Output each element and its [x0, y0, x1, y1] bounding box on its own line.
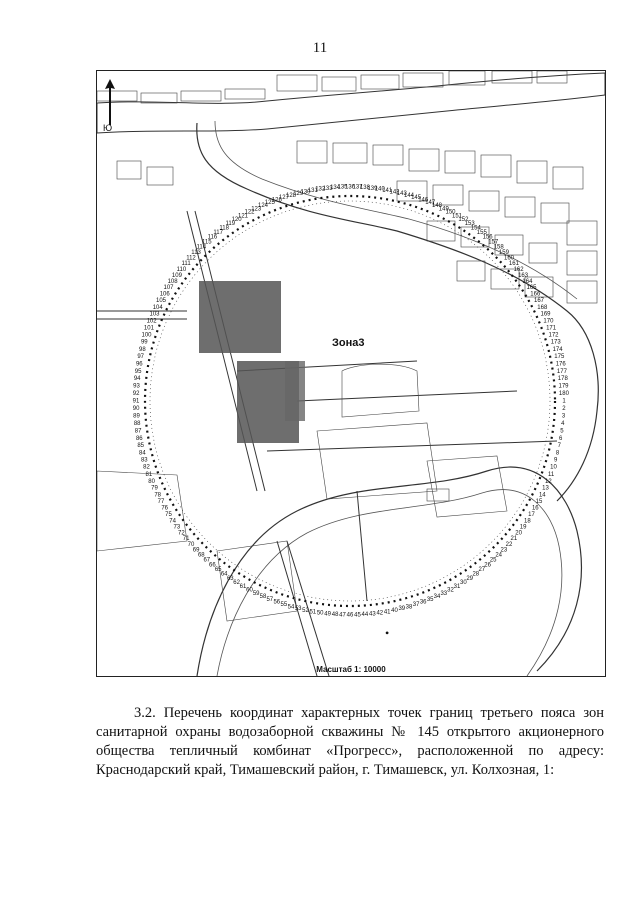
boundary-point-label: 128: [285, 192, 297, 199]
boundary-point-label: 85: [137, 443, 145, 450]
boundary-point-label: 93: [133, 383, 140, 390]
boundary-point-label: 173: [550, 339, 561, 346]
boundary-point-label: 45: [354, 612, 361, 619]
boundary-point-label: 175: [554, 354, 565, 361]
boundary-point-label: 149: [438, 206, 449, 213]
boundary-point-label: 136: [344, 184, 356, 191]
boundary-point-label: 42: [376, 610, 384, 617]
boundary-point-label: 1: [562, 398, 566, 405]
boundary-point-label: 146: [418, 197, 429, 204]
boundary-point-label: 88: [133, 420, 141, 427]
boundary-point-label: 56: [273, 599, 281, 606]
boundary-point-label: 69: [192, 547, 200, 554]
boundary-point-label: 163: [518, 272, 529, 279]
boundary-point-label: 83: [140, 457, 148, 464]
boundary-point-label: 33: [440, 590, 448, 597]
boundary-point-label: 152: [458, 217, 469, 224]
boundary-point-label: 72: [178, 530, 185, 537]
boundary-point-label: 167: [533, 298, 545, 305]
boundary-point-label: 13: [542, 485, 549, 492]
boundary-point-label: 68: [197, 552, 205, 559]
boundary-point-label: 40: [391, 607, 398, 614]
boundary-point-label: 168: [537, 304, 548, 311]
boundary-point-label: 100: [141, 332, 152, 339]
boundary-point-label: 19: [519, 524, 527, 531]
boundary-point-label: 78: [154, 492, 162, 499]
boundary-point-label: 51: [309, 609, 317, 616]
boundary-point-label: 67: [203, 557, 211, 564]
boundary-point-label: 24: [495, 552, 503, 559]
boundary-point-label: 71: [182, 536, 190, 543]
boundary-point-label: 2: [562, 406, 566, 413]
boundary-point-label: 63: [226, 575, 234, 582]
boundary-point-label: 141: [382, 187, 393, 194]
map-drawing: [97, 71, 605, 676]
boundary-point-label: 20: [515, 530, 522, 537]
boundary-point-label: 110: [176, 266, 187, 273]
boundary-point-label: 115: [202, 239, 212, 246]
boundary-point-label: 174: [552, 346, 563, 353]
boundary-point-label: 106: [159, 291, 170, 298]
north-label: Ю: [103, 123, 113, 133]
greenhouse-block-3: [285, 361, 305, 421]
boundary-point-label: 27: [478, 567, 486, 574]
boundary-point-label: 144: [403, 192, 415, 199]
boundary-point-label: 18: [524, 518, 531, 525]
boundary-point-label: 109: [171, 272, 182, 279]
boundary-point-label: 97: [137, 354, 145, 361]
boundary-point-label: 48: [331, 612, 339, 619]
boundary-point-label: 66: [209, 562, 216, 569]
boundary-point-label: 30: [460, 580, 467, 587]
boundary-point-label: 140: [374, 186, 385, 193]
boundary-point-label: 75: [165, 511, 172, 518]
boundary-point-label: 114: [196, 244, 207, 251]
boundary-point-label: 80: [148, 478, 155, 485]
boundary-point-label: 17: [528, 511, 535, 518]
north-arrow-icon: [103, 79, 117, 125]
boundary-point-labels: [133, 185, 570, 619]
boundary-point-label: 124: [257, 203, 269, 210]
boundary-point-label: 160: [503, 255, 515, 262]
boundary-point-label: 154: [470, 225, 481, 232]
zone-map: [96, 70, 606, 677]
boundary-point-label: 161: [508, 260, 519, 267]
boundary-point-label: 107: [163, 285, 174, 292]
boundary-point-label: 61: [239, 583, 247, 590]
boundary-point-label: 125: [264, 200, 275, 207]
boundary-point-label: 137: [352, 184, 363, 191]
boundary-point-label: 59: [252, 590, 260, 597]
boundary-point-label: 76: [161, 505, 169, 512]
boundary-point-label: 4: [561, 420, 565, 427]
boundary-point-label: 129: [293, 190, 304, 197]
boundary-point-label: 22: [505, 541, 513, 548]
boundary-point-label: 84: [139, 450, 146, 457]
boundary-point-label: 177: [556, 368, 567, 375]
boundary-point-label: 176: [555, 361, 566, 368]
boundary-point-label: 41: [383, 609, 391, 616]
boundary-point-label: 133: [322, 185, 333, 192]
boundary-point-label: 90: [132, 406, 140, 413]
boundary-point-label: 43: [369, 611, 376, 618]
boundary-point-label: 52: [302, 607, 309, 614]
boundary-point-label: 165: [526, 285, 537, 292]
boundary-point-label: 47: [339, 612, 346, 619]
boundary-point-label: 23: [500, 547, 508, 554]
boundary-point-label: 12: [545, 478, 552, 485]
boundary-point-label: 91: [132, 398, 140, 405]
boundary-point-label: 113: [191, 249, 201, 256]
boundary-point-label: 116: [207, 234, 218, 241]
page-number: 11: [312, 40, 328, 56]
boundary-point-label: 38: [405, 604, 413, 611]
boundary-point-label: 162: [513, 266, 524, 273]
boundary-point-label: 148: [431, 203, 443, 210]
boundary-point-label: 8: [555, 450, 560, 457]
boundary-point-label: 14: [538, 492, 546, 499]
boundary-point-label: 132: [315, 186, 326, 193]
boundary-point-label: 121: [237, 213, 249, 220]
boundary-point-label: 143: [396, 190, 407, 197]
boundary-point-label: 5: [560, 428, 564, 435]
boundary-point-label: 112: [186, 255, 196, 262]
boundary-point-label: 16: [531, 505, 539, 512]
zone-label: Зона3: [332, 337, 365, 349]
boundary-point-label: 74: [169, 518, 176, 525]
boundary-point-label: 7: [557, 443, 561, 450]
boundary-point-label: 158: [493, 244, 504, 251]
intro-paragraph: 3.2. Перечень координат характерных точек границ третьего пояса зон санитарной охраны водозаборной скважины № 145 открытого акционерного общества тепличный комбинат «Прогресс», расположенной по адресу: Краснодарский край, Тимашевский район, г. Тимашевск, ул. Колхозная, 1:: [96, 705, 604, 778]
boundary-point-label: 170: [543, 318, 554, 325]
boundary-point-label: 70: [187, 541, 195, 548]
boundary-point-label: 39: [398, 606, 406, 613]
boundary-point-label: 34: [433, 594, 441, 601]
boundary-point-label: 64: [220, 571, 228, 578]
boundary-point-label: 92: [132, 391, 140, 398]
boundary-point-label: 65: [214, 567, 222, 574]
dot-mark: •: [385, 626, 390, 640]
boundary-point-label: 105: [155, 298, 167, 305]
boundary-point-label: 151: [451, 213, 463, 220]
coordinates-intro: [96, 704, 604, 780]
boundary-point-label: 35: [426, 596, 434, 603]
boundary-point-label: 53: [294, 606, 302, 613]
boundary-point-label: 126: [271, 197, 282, 204]
boundary-point-label: 153: [464, 221, 475, 228]
boundary-point-label: 98: [139, 346, 146, 353]
boundary-point-label: 178: [557, 376, 568, 383]
boundary-point-label: 94: [133, 376, 141, 383]
boundary-point-label: 131: [307, 187, 318, 194]
boundary-point-label: 171: [546, 325, 557, 332]
zone3-boundary-inner: [150, 201, 550, 601]
boundary-point-label: 145: [411, 195, 422, 202]
boundary-point-label: 180: [558, 391, 569, 398]
boundary-point-label: 89: [133, 413, 140, 420]
boundary-point-label: 102: [146, 318, 157, 325]
boundary-point-label: 119: [225, 221, 236, 228]
boundary-point-label: 36: [419, 599, 427, 606]
lower-river: [197, 464, 581, 676]
boundary-point-label: 31: [453, 583, 461, 590]
boundary-point-label: 62: [233, 580, 240, 587]
boundary-point-label: 10: [550, 464, 557, 471]
boundary-point-label: 150: [445, 209, 456, 216]
boundary-point-label: 108: [167, 278, 178, 285]
boundary-point-label: 26: [484, 562, 491, 569]
boundary-point-label: 54: [287, 604, 295, 611]
boundary-point-label: 49: [324, 611, 331, 618]
boundary-point-label: 21: [510, 536, 518, 543]
greenhouse-block-1: [199, 281, 281, 353]
boundary-point-label: 156: [482, 234, 493, 241]
boundary-point-label: 111: [181, 260, 191, 267]
boundary-point-label: 11: [547, 471, 555, 478]
map-scale: Масштаб 1: 10000: [316, 665, 386, 674]
boundary-point-label: 135: [337, 184, 348, 191]
boundary-point-label: 120: [231, 217, 242, 224]
boundary-point-label: 127: [278, 195, 289, 202]
boundary-point-label: 134: [330, 185, 341, 192]
boundary-point-label: 122: [244, 209, 255, 216]
boundary-point-label: 86: [135, 435, 143, 442]
boundary-point-label: 166: [530, 291, 541, 298]
boundary-point-label: 32: [447, 587, 454, 594]
boundary-point-label: 123: [251, 206, 262, 213]
boundary-point-label: 139: [367, 185, 378, 192]
boundary-point-label: 147: [425, 200, 436, 207]
boundary-point-label: 172: [548, 332, 559, 339]
boundary-point-label: 130: [300, 189, 311, 196]
boundary-point-label: 96: [135, 361, 143, 368]
boundary-point-label: 60: [246, 587, 253, 594]
roads: [97, 211, 557, 676]
boundary-point-label: 164: [522, 278, 533, 285]
boundary-point-label: 37: [412, 602, 420, 609]
boundary-point-label: 179: [558, 383, 569, 390]
boundary-point-label: 103: [149, 311, 160, 318]
boundary-point-label: 50: [316, 610, 324, 617]
boundary-point-label: 57: [266, 596, 274, 603]
boundary-point-label: 118: [219, 225, 229, 232]
boundary-point-label: 142: [389, 189, 400, 196]
boundary-point-label: 44: [361, 612, 369, 619]
boundary-point-label: 81: [145, 471, 153, 478]
boundary-point-label: 117: [213, 229, 223, 236]
boundary-point-label: 104: [152, 304, 163, 311]
boundary-point-label: 155: [476, 229, 487, 236]
boundary-point-label: 95: [134, 368, 142, 375]
boundary-point-label: 3: [561, 413, 566, 420]
boundary-point-label: 99: [140, 339, 148, 346]
boundary-point-label: 55: [280, 602, 288, 609]
boundary-point-label: 169: [540, 311, 551, 318]
boundary-point-label: 25: [489, 557, 497, 564]
boundary-point-label: 157: [488, 239, 499, 246]
boundary-point-label: 138: [359, 185, 370, 192]
boundary-point-label: 29: [466, 575, 474, 582]
boundary-point-label: 9: [554, 457, 558, 464]
boundary-point-label: 46: [346, 612, 354, 619]
boundary-point-label: 159: [498, 249, 509, 256]
boundary-point-label: 82: [143, 464, 150, 471]
boundary-point-label: 28: [472, 571, 480, 578]
boundary-point-label: 58: [259, 594, 267, 601]
boundary-point-label: 77: [157, 499, 165, 506]
boundary-point-label: 6: [559, 435, 563, 442]
boundary-point-label: 79: [151, 485, 158, 492]
lower-river-inner: [214, 490, 562, 676]
boundary-point-label: 15: [535, 499, 543, 506]
boundary-point-label: 73: [173, 524, 181, 531]
boundary-point-label: 101: [143, 325, 154, 332]
boundary-point-label: 87: [134, 428, 142, 435]
